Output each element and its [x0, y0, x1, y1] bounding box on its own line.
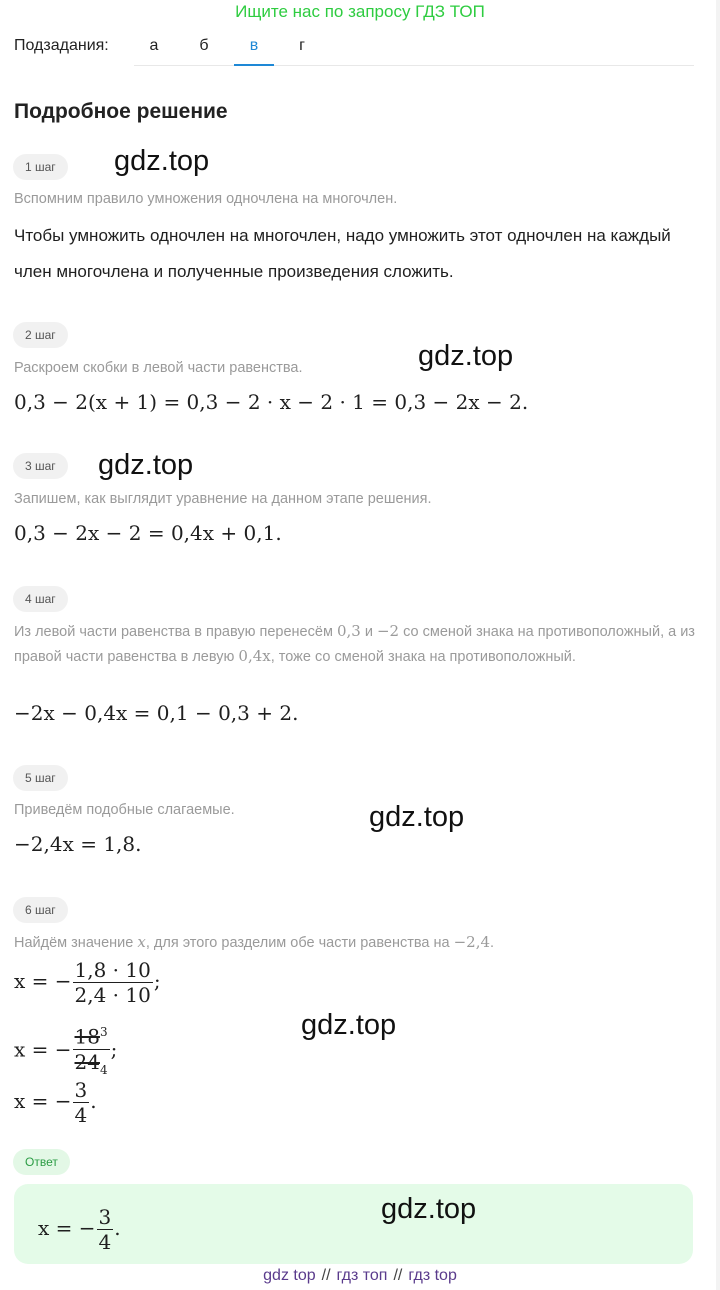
- hint-text: Найдём значение: [14, 935, 134, 951]
- subtasks-bar: [14, 30, 694, 66]
- equation-lhs: x = −: [14, 1037, 72, 1062]
- watermark: gdz.top: [381, 1193, 477, 1225]
- footer-separator: //: [321, 1267, 331, 1284]
- hint-text: .: [490, 935, 495, 951]
- tab-b[interactable]: б: [199, 37, 209, 54]
- step-5-badge: 5 шаг: [13, 765, 68, 791]
- hint-text: , для этого разделим обе части равенства на: [145, 935, 450, 951]
- step-3-equation: 0,3 − 2x − 2 = 0,4x + 0,1.: [14, 521, 282, 545]
- footer-link[interactable]: гдз top: [408, 1267, 457, 1284]
- watermark: gdz.top: [98, 449, 194, 481]
- step-3-hint: Запишем, как выглядит уравнение на данном этапе решения.: [14, 491, 432, 507]
- step-6-hint: [14, 930, 714, 955]
- denominator: 2,4 · 10: [74, 983, 151, 1007]
- step-4-badge: 4 шаг: [13, 586, 68, 612]
- numerator: [73, 1020, 110, 1050]
- fraction: [73, 958, 153, 1007]
- watermark: gdz.top: [114, 145, 210, 177]
- hint-text: , тоже со сменой знака на противоположный.: [270, 649, 576, 665]
- equation-lhs: x = −: [38, 1216, 96, 1240]
- subtasks-tabs: [134, 30, 694, 66]
- scroll-edge: [716, 0, 720, 1290]
- hint-text: и: [364, 624, 373, 640]
- answer-equation: [38, 1205, 121, 1254]
- hint-math: −2: [376, 622, 400, 640]
- watermark: gdz.top: [301, 1009, 397, 1041]
- denominator: 4: [74, 1103, 88, 1127]
- step-6-line-3: [14, 1078, 97, 1127]
- equation-tail: ;: [110, 1037, 118, 1062]
- equation-lhs: x = −: [14, 969, 72, 993]
- reduced-number: 3: [99, 1025, 108, 1039]
- hint-math: 0,3: [336, 622, 361, 640]
- equation-tail: .: [114, 1216, 121, 1240]
- step-5-equation: −2,4x = 1,8.: [14, 832, 142, 856]
- fraction: [73, 1020, 110, 1082]
- answer-badge: Ответ: [13, 1149, 70, 1175]
- step-5-hint: Приведём подобные слагаемые.: [14, 802, 235, 818]
- hint-math: 0,4x: [238, 647, 271, 665]
- step-2-hint: Раскроем скобки в левой части равенства.: [14, 360, 303, 376]
- hint-text: Из левой части равенства в правую перенесём: [14, 624, 333, 640]
- footer-links: [0, 1264, 720, 1288]
- footer-link[interactable]: gdz top: [263, 1267, 316, 1284]
- step-6-line-1: [14, 958, 161, 1007]
- step-2-equation: 0,3 − 2(x + 1) = 0,3 − 2 · x − 2 · 1 = 0,3 − 2x − 2.: [14, 390, 529, 414]
- subtasks-label: Подзадания:: [14, 37, 109, 54]
- step-6-badge: 6 шаг: [13, 897, 68, 923]
- tab-g[interactable]: г: [299, 37, 305, 54]
- step-3-badge: 3 шаг: [13, 453, 68, 479]
- tab-v[interactable]: в: [234, 37, 274, 66]
- step-4-hint: [14, 619, 714, 669]
- step-2-badge: 2 шаг: [13, 322, 68, 348]
- watermark: gdz.top: [369, 801, 465, 833]
- footer-link[interactable]: гдз топ: [336, 1267, 388, 1284]
- solution-title: Подробное решение: [14, 100, 228, 123]
- cancelled-number: 24: [74, 1049, 100, 1074]
- fraction: [97, 1205, 114, 1254]
- fraction: [73, 1078, 90, 1127]
- step-1-rule: Чтобы умножить одночлен на многочлен, надо умножить этот одночлен на каждый член многочлена и полученные произведения сложить.: [14, 226, 671, 281]
- step-1-badge: 1 шаг: [13, 154, 68, 180]
- search-banner[interactable]: Ищите нас по запросу ГДЗ ТОП: [235, 2, 485, 21]
- reduced-number: 4: [99, 1062, 108, 1077]
- hint-text: со сменой знака на противоположный, а из правой части равенства в левую: [14, 624, 695, 665]
- numerator: 1,8 · 10: [74, 958, 151, 982]
- equation-tail: .: [90, 1089, 97, 1113]
- step-4-equation: −2x − 0,4x = 0,1 − 0,3 + 2.: [14, 701, 299, 725]
- denominator: [73, 1050, 110, 1082]
- numerator: 3: [98, 1205, 112, 1229]
- equation-tail: ;: [153, 969, 161, 993]
- hint-math: x: [137, 933, 146, 951]
- hint-math: −2,4: [453, 933, 491, 951]
- cancelled-number: 18: [74, 1024, 100, 1049]
- equation-lhs: x = −: [14, 1089, 72, 1113]
- tab-a[interactable]: а: [149, 37, 159, 54]
- footer-separator: //: [393, 1267, 403, 1284]
- step-6-line-2: [14, 1020, 117, 1082]
- step-1-hint: Вспомним правило умножения одночлена на многочлен.: [14, 191, 398, 207]
- numerator: 3: [74, 1078, 88, 1102]
- watermark: gdz.top: [418, 340, 514, 372]
- denominator: 4: [98, 1230, 112, 1254]
